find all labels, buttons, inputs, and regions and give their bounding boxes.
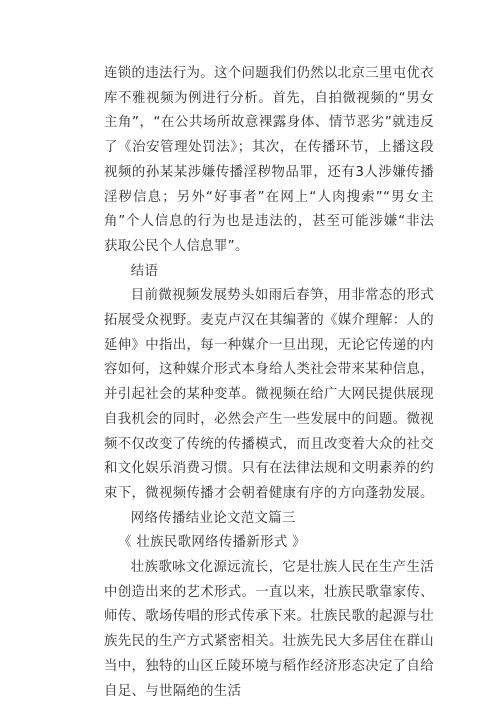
conclusion-heading: 结语 [130, 263, 159, 279]
document-body [104, 62, 434, 704]
paragraph-illegal-acts: 连锁的违法行为。这个问题我们仍然以北京三里屯优衣库不雅视频为例进行分析。首先，自拍微视频的“男女主角”，“在公共场所故意裸露身体、情节恶劣”就违反了《治安管理处罚法》；其次，在传播环节，上播这段视频的孙某某涉嫌传播淫秽物品罪，还有3人涉嫌传播淫秽信息；另外“好事者”在网上“人肉搜索”“男女主角”个人信息的行为也是违法的，甚至可能涉嫌“非法获取公民个人信息罪”。 [104, 66, 434, 254]
paragraph-conclusion: 目前微视频发展势头如雨后春笋，用非常态的形式拓展受众视野。麦克卢汉在其编著的《媒介理解：人的延伸》中指出，每一种媒介一旦出现，无论它传递的内容如何，这种媒介形式本身给人类社会带来某种信息，并引起社会的某种变革。微视频在给广大网民提供展现自我机会的同时，必然会产生一些发展中的问题。微视频不仅改变了传统的传播模式，而且改变着大众的社交和文化娱乐消费习惯。只有在法律法规和文明素养的约束下，微视频传播才会朝着健康有序的方向蓬勃发展。 [104, 288, 434, 501]
section-heading: 网络传播结业论文范文篇三 [130, 510, 296, 526]
article-title: 《 壮族民歌网络传播新形式 》 [118, 535, 306, 551]
paragraph-zhuang-folk-songs: 壮族歌咏文化源远流长，它是壮族人民在生产生活中创造出来的艺术形式。一直以来，壮族民歌靠家传、师传、歌场传唱的形式传承下来。壮族民歌的起源与壮族先民的生产方式紧密相关。壮族先民大多居住在群山当中，独特的山区丘陵环境与稻作经济形态决定了自给自足、与世隔绝的生活 [104, 560, 434, 699]
